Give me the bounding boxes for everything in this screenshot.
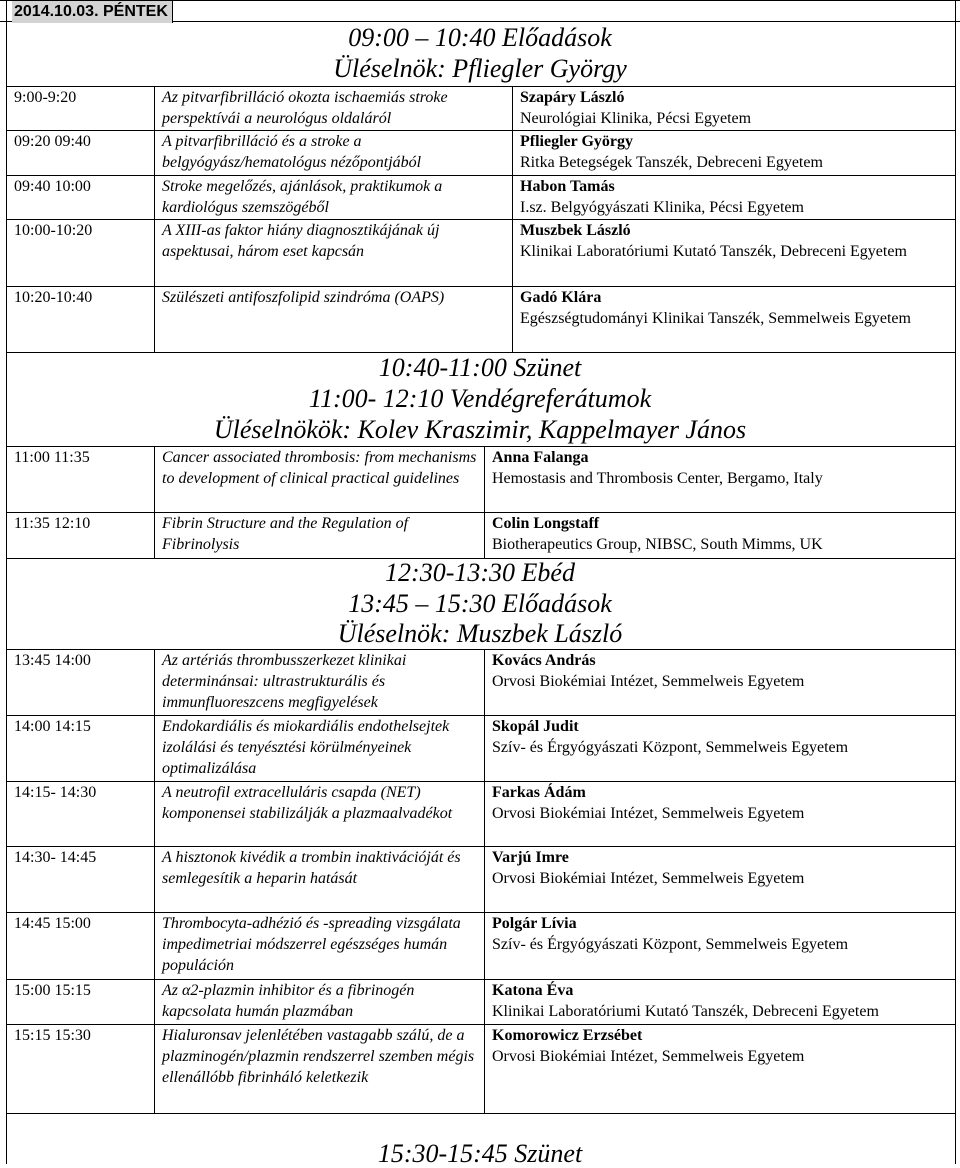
row-time: 14:45 15:00 [14, 915, 91, 932]
speaker-institution: Orvosi Biokémiai Intézet, Semmelweis Egyetem [492, 805, 805, 822]
talk-title: A XIII-as faktor hiány diagnosztikájának új aspektusai, három eset kapcsán [162, 222, 440, 260]
break-heading: 15:30-15:45 Szünet [377, 1139, 583, 1168]
speaker-name: Habon Tamás [520, 178, 615, 195]
speaker-name: Colin Longstaff [492, 515, 600, 532]
session2-chair: Üléselnökök: Kolev Kraszimir, Kappelmayer János [213, 415, 747, 444]
session1-title: 09:00 – 10:40 Előadások [348, 23, 612, 52]
row-time: 15:15 15:30 [14, 1027, 91, 1044]
talk-title: Az pitvarfibrilláció okozta ischaemiás stroke perspektívái a neurológus oldaláról [162, 89, 448, 127]
talk-title: Stroke megelőzés, ajánlások, praktikumok a kardiológus szemszögéből [162, 178, 443, 216]
talk-title: Az artériás thrombusszerkezet klinikai determinánsai: ultrastrukturális és immunfluoreszcens megfigyelések [162, 652, 407, 711]
session3-title: 13:45 – 15:30 Előadások [348, 589, 612, 618]
divider [6, 1113, 956, 1114]
speaker-institution: Szív- és Érgyógyászati Központ, Semmelweis Egyetem [492, 739, 849, 756]
speaker [492, 980, 952, 1022]
speaker [520, 287, 930, 329]
row-time: 14:30- 14:45 [14, 849, 97, 866]
talk-title: Thrombocyta-adhézió és -spreading vizsgálata impedimetriai módszerrel egészséges humán populáción [162, 915, 461, 974]
speaker-name: Katona Éva [492, 982, 574, 999]
column-divider [154, 446, 155, 558]
speaker-name: Farkas Ádám [492, 784, 586, 801]
talk-title: Szülészeti antifoszfolipid szindróma (OAPS) [162, 289, 445, 306]
talk-title: Endokardiális és miokardiális endothelsejtek izolálási és tenyésztési körülményeinek optimalizálása [162, 718, 450, 777]
speaker-name: Kovács András [492, 652, 596, 669]
speaker [492, 513, 952, 555]
speaker [492, 847, 952, 889]
speaker-name: Szapáry László [520, 89, 625, 106]
speaker-institution: Szív- és Érgyógyászati Központ, Semmelweis Egyetem [492, 936, 849, 953]
row-time: 14:15- 14:30 [14, 784, 97, 801]
speaker [520, 220, 930, 262]
speaker [520, 176, 952, 218]
talk-title: A neutrofil extracelluláris csapda (NET) komponensei stabilizálják a plazmaalvadékot [162, 784, 453, 822]
date-bar [0, 0, 960, 22]
speaker-name: Anna Falanga [492, 449, 589, 466]
speaker [492, 1025, 952, 1067]
session2-title: 11:00- 12:10 Vendégreferátumok [308, 384, 652, 413]
talk-title: Cancer associated thrombosis: from mechanisms to development of clinical practical guidelines [162, 449, 477, 487]
row-time: 10:20-10:40 [14, 289, 93, 306]
speaker-name: Skopál Judit [492, 718, 579, 735]
column-divider [512, 86, 513, 352]
speaker-institution: Neurológiai Klinika, Pécsi Egyetem [520, 110, 752, 127]
speaker-institution: Biotherapeutics Group, NIBSC, South Mimms, UK [492, 536, 823, 553]
column-divider [154, 86, 155, 352]
speaker [492, 913, 952, 955]
speaker-name: Muszbek László [520, 222, 631, 239]
session1-chair: Üléselnök: Pfliegler György [333, 54, 627, 83]
speaker-name: Gadó Klára [520, 289, 602, 306]
speaker-institution: I.sz. Belgyógyászati Klinika, Pécsi Egyetem [520, 199, 804, 216]
speaker-institution: Orvosi Biokémiai Intézet, Semmelweis Egyetem [492, 1048, 805, 1065]
talk-title: Hialuronsav jelenlétében vastagabb szálú, de a plazminogén/plazmin rendszerrel szemben mégis ellenállóbb fibrinháló keletkezik [162, 1027, 475, 1086]
speaker [492, 447, 952, 489]
talk-title: Fibrin Structure and the Regulation of Fibrinolysis [162, 515, 409, 553]
speaker-institution: Ritka Betegségek Tanszék, Debreceni Egyetem [520, 154, 823, 171]
talk-title: A pitvarfibrilláció és a stroke a belgyógyász/hematológus nézőpontjából [162, 133, 422, 171]
speaker [492, 782, 952, 824]
row-time: 9:00-9:20 [14, 89, 77, 106]
speaker-institution: Klinikai Laboratóriumi Kutató Tanszék, Debreceni Egyetem [520, 243, 907, 260]
speaker-name: Polgár Lívia [492, 915, 577, 932]
row-time: 15:00 15:15 [14, 982, 91, 999]
column-divider [484, 649, 485, 1113]
speaker-institution: Orvosi Biokémiai Intézet, Semmelweis Egyetem [492, 870, 805, 887]
row-time: 09:20 09:40 [14, 133, 91, 150]
column-divider [484, 446, 485, 558]
talk-title: A hisztonok kivédik a trombin inaktivációját és semlegesítik a heparin hatását [162, 849, 461, 887]
session3-chair: Üléselnök: Muszbek László [337, 619, 623, 648]
lunch-heading: 12:30-13:30 Ebéd [385, 558, 575, 587]
break-heading: 10:40-11:00 Szünet [378, 353, 582, 382]
speaker-name: Komorowicz Erzsébet [492, 1027, 643, 1044]
speaker-institution: Egészségtudományi Klinikai Tanszék, Semmelweis Egyetem [520, 310, 911, 327]
column-divider [154, 649, 155, 1113]
row-time: 10:00-10:20 [14, 222, 93, 239]
speaker-name: Varjú Imre [492, 849, 569, 866]
speaker [492, 650, 952, 692]
talk-title: Az α2-plazmin inhibitor és a fibrinogén kapcsolata humán plazmában [162, 982, 415, 1020]
speaker [492, 716, 952, 758]
row-time: 11:00 11:35 [14, 449, 90, 466]
row-time: 11:35 12:10 [14, 515, 91, 532]
speaker-institution: Hemostasis and Thrombosis Center, Bergamo, Italy [492, 470, 823, 487]
speaker [520, 131, 952, 173]
day-date: 2014.10.03. PÉNTEK [12, 1, 173, 23]
speaker-name: Pfliegler György [520, 133, 633, 150]
row-time: 14:00 14:15 [14, 718, 91, 735]
row-time: 13:45 14:00 [14, 652, 91, 669]
speaker-institution: Orvosi Biokémiai Intézet, Semmelweis Egyetem [492, 673, 805, 690]
speaker-institution: Klinikai Laboratóriumi Kutató Tanszék, Debreceni Egyetem [492, 1003, 879, 1020]
speaker [520, 87, 952, 129]
row-time: 09:40 10:00 [14, 178, 91, 195]
